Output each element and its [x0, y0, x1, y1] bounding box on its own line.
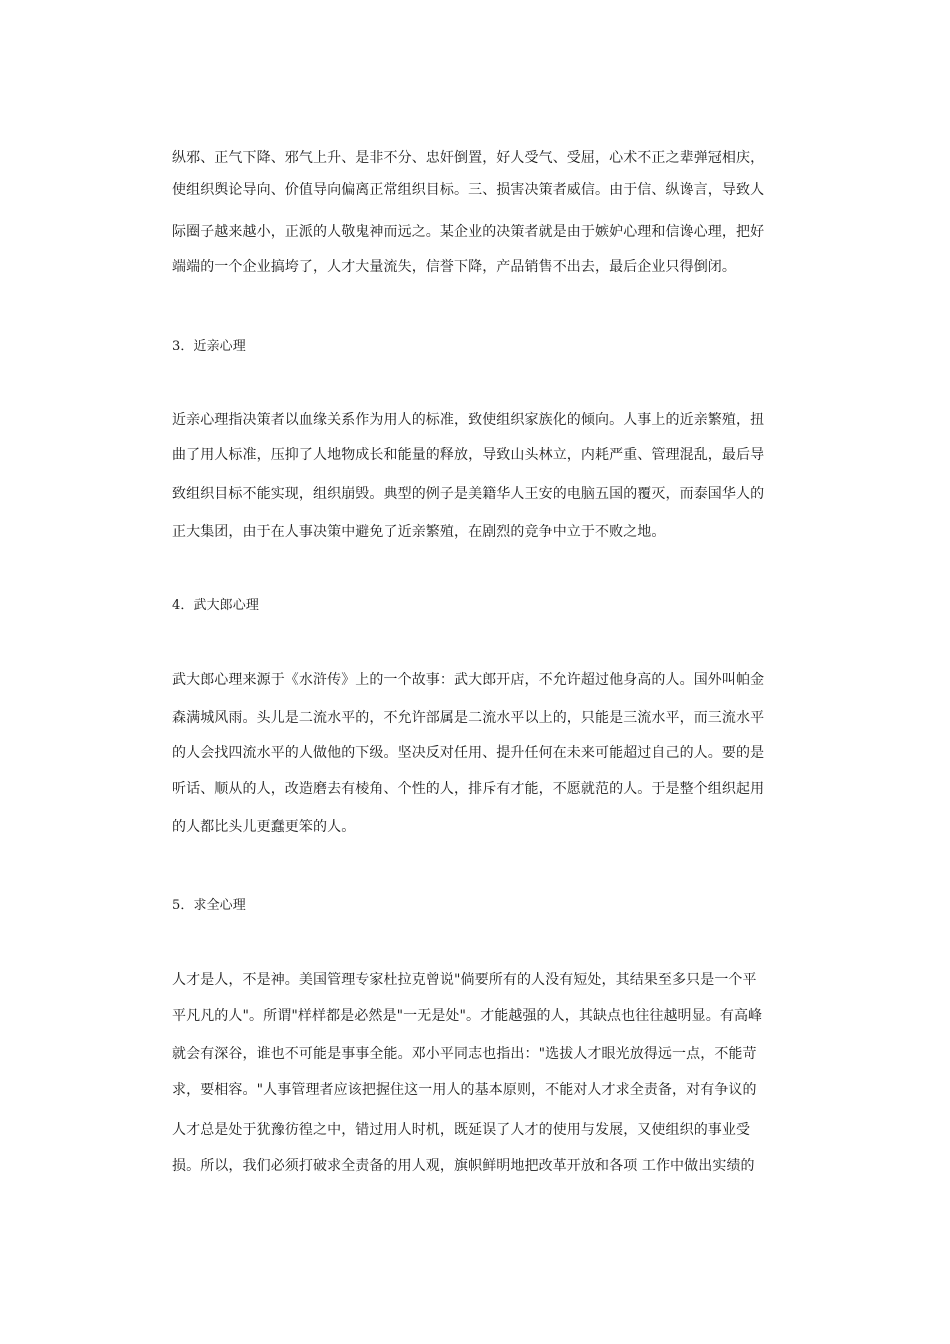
text-line: 际圈子越来越小，正派的人敬鬼神而远之。某企业的决策者就是由于嫉妒心理和信谗心理，把好: [172, 224, 765, 240]
text-line: 使组织舆论导向、价值导向偏离正常组织目标。三、损害决策者威信。由于信、纵谗言，导致人: [172, 182, 765, 198]
text-line: 人才是人，不是神。美国管理专家杜拉克曾说"倘要所有的人没有短处，其结果至多只是一个平: [172, 972, 757, 988]
section-heading-4: 4．武大郎心理: [172, 598, 259, 613]
text-line: 端端的一个企业搞垮了，人才大量流失，信誉下降，产品销售不出去，最后企业只得倒闭。: [172, 259, 736, 275]
text-line: 武大郎心理来源于《水浒传》上的一个故事：武大郎开店，不允许超过他身高的人。国外叫帕金: [172, 672, 765, 688]
text-line: 的人会找四流水平的人做他的下级。坚决反对任用、提升任何在未来可能超过自己的人。要的是: [172, 745, 765, 761]
text-line: 近亲心理指决策者以血缘关系作为用人的标准，致使组织家族化的倾向。人事上的近亲繁殖，扭: [172, 412, 765, 428]
section-heading-3: 3．近亲心理: [172, 339, 246, 354]
text-line: 纵邪、正气下降、邪气上升、是非不分、忠奸倒置，好人受气、受屈，心术不正之辈弹冠相庆，: [172, 150, 765, 166]
text-line: 致组织目标不能实现，组织崩毁。典型的例子是美籍华人王安的电脑五国的覆灭，而泰国华人的: [172, 486, 765, 502]
text-line: 的人都比头儿更蠢更笨的人。: [172, 819, 356, 835]
text-line: 曲了用人标准，压抑了人地物成长和能量的释放，导致山头林立，内耗严重、管理混乱，最后导: [172, 447, 765, 463]
text-line: 损。所以，我们必须打破求全责备的用人观，旗帜鲜明地把改革开放和各项 工作中做出实绩的: [172, 1158, 755, 1174]
text-line: 听话、顺从的人，改造磨去有棱角、个性的人，排斥有才能，不愿就范的人。于是整个组织起用: [172, 781, 765, 797]
text-line: 人才总是处于犹豫彷徨之中，错过用人时机，既延误了人才的使用与发展，又使组织的事业受: [172, 1122, 751, 1138]
text-line: 就会有深谷，谁也不可能是事事全能。邓小平同志也指出："选拔人才眼光放得远一点，不能苛: [172, 1046, 757, 1062]
section-heading-5: 5．求全心理: [172, 898, 246, 913]
text-line: 平凡凡的人"。所谓"样样都是必然是"一无是处"。才能越强的人，其缺点也往往越明显。有高峰: [172, 1008, 763, 1024]
text-line: 正大集团，由于在人事决策中避免了近亲繁殖，在剧烈的竞争中立于不败之地。: [172, 524, 666, 540]
text-line: 森满城风雨。头儿是二流水平的，不允许部属是二流水平以上的，只能是三流水平，而三流水平: [172, 710, 765, 726]
text-line: 求，要相容。"人事管理者应该把握住这一用人的基本原则，不能对人才求全责备，对有争议的: [172, 1082, 757, 1098]
